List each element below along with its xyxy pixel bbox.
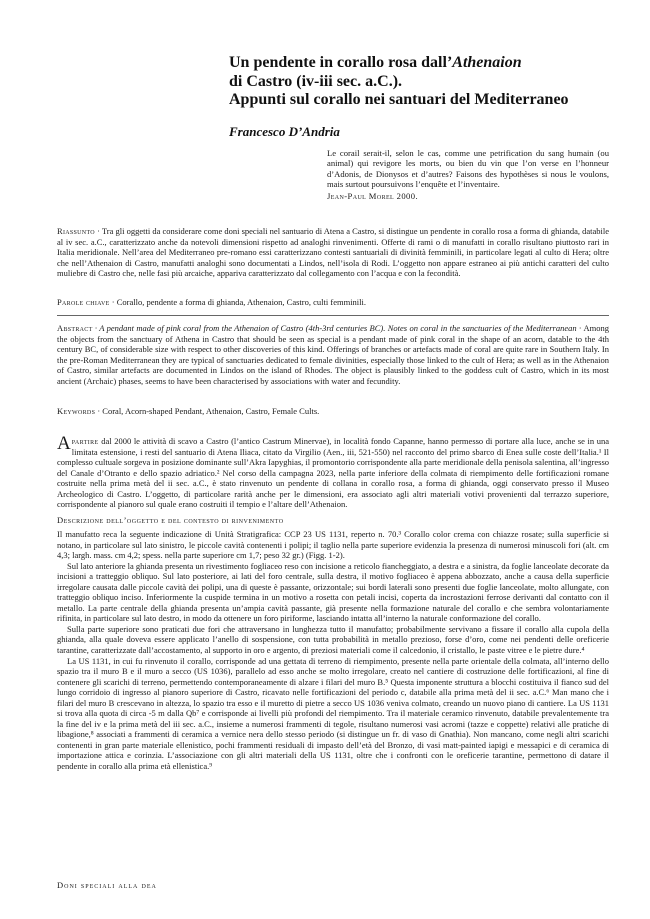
keywords-block — [57, 406, 609, 417]
intro-text: dal 2000 le attività di scavo a Castro (l’antico Castrum Minervae), in località fondo Capanne, hanno permesso di portare alla luce, anche se in una limitata estensione, i resti del santuario di Atena Iliaca, citato da Virgilio (Aen., iii, 521-550) nel racconto del primo sbarco di Enea sulle coste dell’Italia.¹ Il complesso cultuale sorgeva in posizione dominante sull’Akra Iapyghias, il promontorio corrispondente alla parte meridionale della penisola salentina, all’ingresso del Canale d’Otranto e dello spazio adriatico.² Nel corso della campagna 2023, nella parte inferiore della colmata di riempimento delle fortificazioni romane costruite nella prima metà del ii sec. a.C., è stato rinvenuto un pendente di collana in corallo rosa, a forma di ghianda, oggi conservato presso il Museo Archeologico di Castro. L’oggetto, di particolare rarità anche per le dimensioni, era associato agli altri materiali votivi provenienti dal terrazzo superiore, corrispondente al pianoro sul quale erano costruiti il tempio e l’altare dell’Athenaion. — [57, 436, 609, 510]
author-name: Francesco D’Andria — [229, 124, 340, 139]
keywords-text: · Coral, Acorn-shaped Pendant, Athenaion, Castro, Female Cults. — [95, 406, 320, 416]
title-line-1-italic: Athenaion — [452, 54, 522, 71]
riassunto-label: Riassunto — [57, 226, 95, 236]
article-title — [229, 54, 609, 110]
parole-chiave-block — [57, 297, 609, 308]
epigraph — [327, 148, 609, 201]
section-body — [57, 529, 609, 772]
title-line-3: Appunti sul corallo nei santuari del Mediterraneo — [229, 91, 569, 108]
title-line-1-text: Un pendente in corallo rosa dall’ — [229, 54, 453, 71]
epigraph-attribution: Jean-Paul Morel 2000. — [327, 190, 418, 201]
intro-paragraph — [57, 433, 609, 510]
abstract-label: Abstract — [57, 323, 93, 333]
parole-chiave-label: Parole chiave — [57, 297, 110, 307]
riassunto-block — [57, 226, 609, 279]
section-paragraph: Sulla parte superiore sono praticati due fori che attraversano in lunghezza tutto il manufatto; probabilmente servivano a fissare il corallo alla cupola della ghianda, alla quale doveva essere applicato l’anello di sospensione, con tutta probabilità in metallo prezioso, forse d’oro, come nei pendenti delle oreficerie tarantine, caratterizzate dall’accostamento, al supporto in oro e argento, di preziosi materiali come il calcedonio, il cristallo, le paste vitree e le pietre dure.⁴ — [57, 623, 609, 656]
section-paragraph: La US 1131, in cui fu rinvenuto il corallo, corrisponde ad una gettata di terreno di riempimento, presente nella parte orientale della colmata, all’interno dello spazio tra il muro B e il muro a secco (US 1036), parallelo ad esso anche se molto irregolare, creato nel cantiere di costruzione delle fortificazioni, al fine di contenere gli scarichi di terreno, permettendo contemporaneamente di alzare i filari del muro B.⁵ Questa imponente struttura a blocchi costituiva il fianco sud del lungo corridoio di ingresso al pianoro superiore di Castro, ricavato nelle fortificazioni del periodo c, databile alla prima metà del ii sec. a.C.⁶ Man mano che i filari del muro B crescevano in altezza, lo spazio tra esso e il muretto di pietre a secco US 1036 veniva colmato, creando un nuovo piano di cantiere. La US 1131 si trova alla quota di circa -5 m dalla Qb⁷ e corrisponde ai livelli più profondi del riempimento. Tra il materiale ceramico rinvenuto, databile prevalentemente tra la fine del iv e la prima metà del iii sec. a.C., insieme a numerosi frammenti di tegole, risultano numerosi vasi acromi (tazze e coppette) relativi alle pratiche di libagione,⁸ associati a frammenti di ceramica a vernice nera dello stesso periodo (si distingue un fr. di vaso di Gnathia). Non mancano, come negli altri scarichi contenenti in gran parte materiale ellenistico, pochi frammenti residuali di impasto dell’età del Bronzo, di vasi matt-painted iapigi e messapici e di ceramica di importazione attica e corinzia. L’associazione con gli altri materiali della US 1131, oltre che i confronti con le oreficerie tarantine, permettono di datare il pendente in corallo alla prima età ellenistica.⁹ — [57, 655, 609, 772]
section-paragraph: Il manufatto reca la seguente indicazione di Unità Stratigrafica: CCP 23 US 1131, reperto n. 70.³ Corallo color crema con chiazze rosate; sulla superficie si notano, in particolare sul lato sinistro, le piccole cavità contenenti i polipi; il taglio nella parte superiore evidenzia la presenza di numerosi minuscoli fori (alt. cm 4,3; largh. mass. cm 4,2; spess. nella parte superiore cm 1,7; peso 32 gr.) (Figg. 1-2). — [57, 529, 609, 561]
riassunto-text: · Tra gli oggetti da considerare come doni speciali nel santuario di Atena a Castro, si distingue un pendente in corallo rosa a forma di ghianda, databile al iv sec. a.C., caratterizzato anche da notevoli dimensioni rispetto ad analoghi rinvenimenti. Offerte di rami o di manufatti in corallo risultano piuttosto rari in Italia meridionale. Nell’area del Mediterraneo pre-romano essi caratterizzano contesti santuariali di divinità femminili, in particolare legati al culto di Hera; oltre che nell’Athenaion di Castro, manufatti analoghi sono documentati a Lindos, nell’isola di Rodi. L’oggetto non appare estraneo ai più antichi caratteri del culto muliebre di Castro che, nelle fasi più arcaiche, appariva caratterizzato dal collegamento con l’acqua e con la fecondità. — [57, 226, 609, 278]
keywords-label: Keywords — [57, 406, 96, 416]
abstract-block — [57, 323, 609, 386]
title-line-2: di Castro (iv-iii sec. a.C.). — [229, 72, 403, 90]
title-line-1 — [229, 54, 609, 73]
section-paragraph: Sul lato anteriore la ghianda presenta un rivestimento fogliaceo reso con incisione a reticolo fiancheggiato, a destra e a sinistra, da foglie lanceolate decorate da incisioni a tratteggio obliquo. Sul lato posteriore, ai lati del foro centrale, sulla destra, il motivo fogliaceo è appena abbozzato, anche a causa della superficie irregolare causata dalle piccole cavità dei polipi, una di queste è passante, orizzontale; sui bordi laterali sono presenti due foglie lanceolate, molto allungate, con tratteggio obliquo inciso. Inferiormente la cuspide termina in un motivo a rosetta con petali incisi, coperta da incrostazioni ferrose derivanti dal contatto con il metallo. La parte centrale della ghianda presenta un’ampia cavità passante, già presente nella formazione naturale del corallo e che sembra volontariamente rifinita, in particolare sul lato destro, in modo da ottenere un foro piriforme, lasciando intatta all’interno la naturale conformazione del corallo. — [57, 560, 609, 624]
dropcap: A — [57, 433, 71, 454]
abstract-title: · A pendant made of pink coral from the Athenaion of Castro (4th-3rd centuries BC). Notes on coral in the sanctuaries of the Mediterranean · — [92, 323, 584, 333]
section-heading: Descrizione dell’oggetto e del contesto di rinvenimento — [57, 515, 284, 525]
abstract-text: Among the objects from the sanctuary of Athena in Castro that should be seen as special is a pendant made of pink coral in the shape of an acorn, datable to the 4th century BC, of considerable size with respect to other discoveries of this kind. Offerings of branches or artefacts made of coral are quite rare in Southern Italy. In the pre-Roman Mediterranean they are typical of sanctuaries dedicated to female divinities, especially those linked to the cult of Hera; as well as in the Athenaion of Castro, similar artefacts are documented in Lindos on the island of Rhodes. The object is plausibly linked to the goddess cult of Castro, which in its most ancient (Archaic) phases, seems to have been characterised by associations with water and fecundity. — [57, 323, 609, 386]
divider-rule — [57, 315, 609, 316]
intro-lead: partire — [71, 436, 99, 446]
epigraph-text: Le corail serait-il, selon le cas, comme une petrification du sang humain (ou animal) qui revigore les morts, ou bien du vin que l’on verse en l’honneur d’Adonis, de Dionysos et d’autres? Faisons des hypothèses si nous le voulons, mais surtout poursuivons l’enquête et l’inventaire. — [327, 148, 609, 190]
parole-chiave-text: · Corallo, pendente a forma di ghianda, Athenaion, Castro, culti femminili. — [109, 297, 367, 307]
running-head: Doni speciali alla dea — [57, 880, 157, 890]
